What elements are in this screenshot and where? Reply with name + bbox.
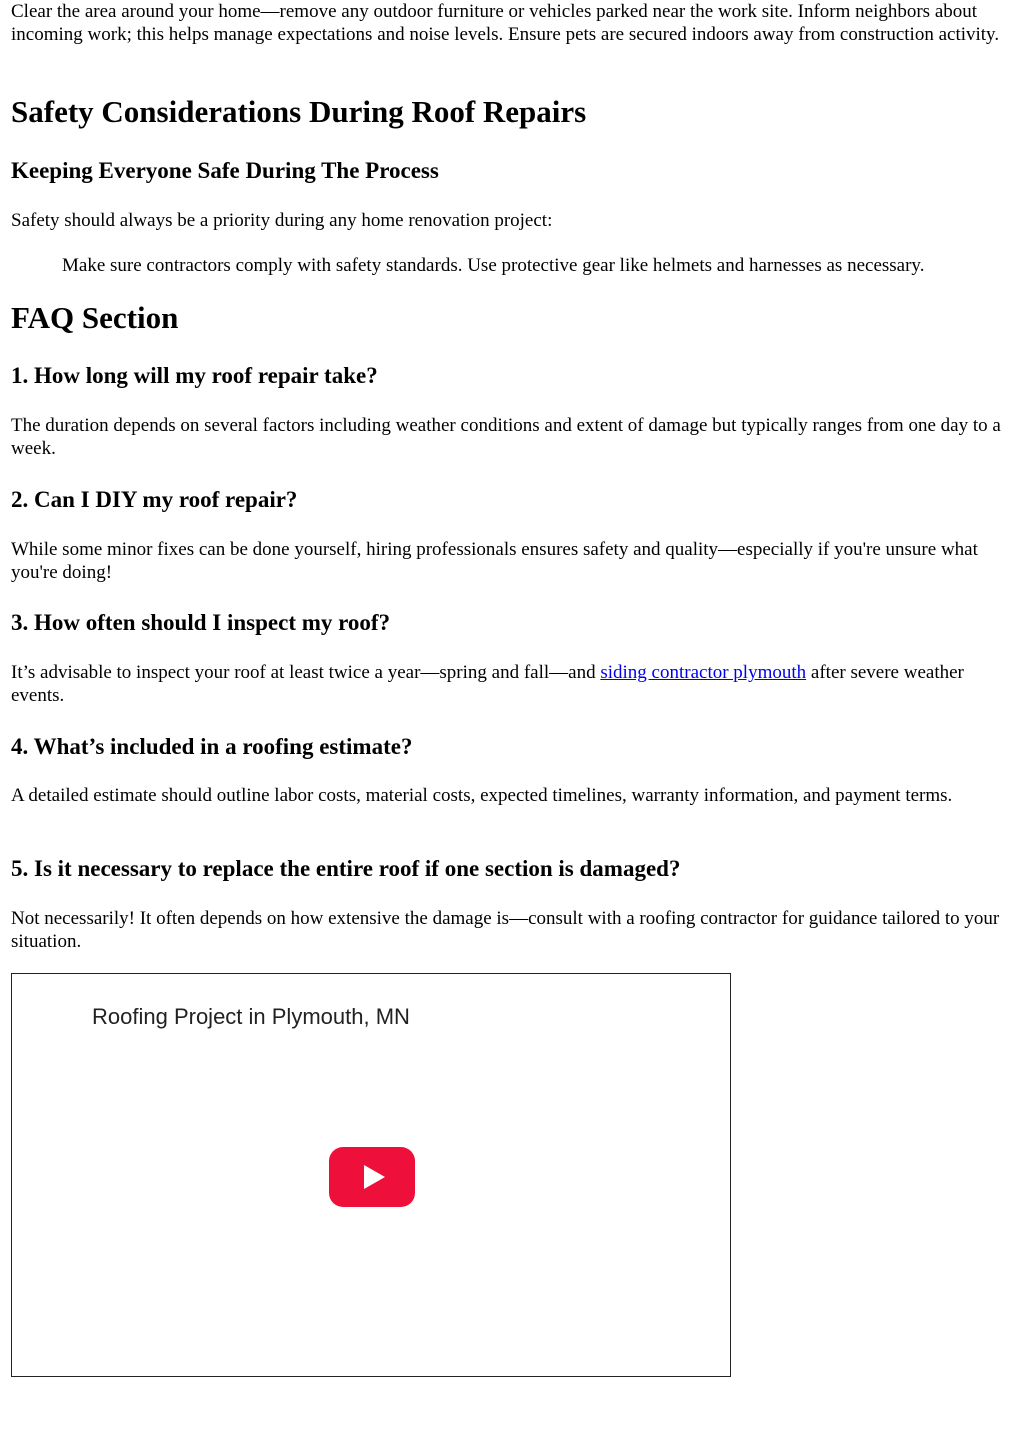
- faq-question-1: 1. How long will my roof repair take?: [11, 363, 378, 388]
- safety-heading: Safety Considerations During Roof Repairs: [11, 94, 587, 129]
- faq-answer-2: While some minor fixes can be done yourself, hiring professionals ensures safety and quality—especially if you're unsure what you're doing!: [11, 539, 978, 583]
- faq-answer-3: [11, 661, 1011, 707]
- video-title[interactable]: Roofing Project in Plymouth, MN: [92, 1004, 410, 1029]
- intro-paragraph: Clear the area around your home—remove any outdoor furniture or vehicles parked near the work site. Inform neighbors about incoming work; this helps manage expectations and noise levels. Ensure pets are secured indoors away from construction activity.: [11, 1, 1000, 45]
- faq-answer-1: The duration depends on several factors including weather conditions and extent of damage but typically ranges from one day to a week.: [11, 415, 1001, 459]
- faq-answer-3-text-before: It’s advisable to inspect your roof at least twice a year—spring and fall—and: [11, 662, 601, 683]
- video-embed[interactable]: [11, 973, 731, 1377]
- siding-contractor-link[interactable]: siding contractor plymouth: [600, 662, 807, 683]
- faq-answer-3-text-after: after severe weather events.: [11, 662, 964, 706]
- faq-question-2: 2. Can I DIY my roof repair?: [11, 487, 298, 512]
- youtube-play-icon[interactable]: [329, 1147, 415, 1207]
- faq-question-4: 4. What’s included in a roofing estimate?: [11, 734, 413, 759]
- faq-question-5: 5. Is it necessary to replace the entire roof if one section is damaged?: [11, 856, 681, 881]
- faq-answer-5: Not necessarily! It often depends on how extensive the damage is—consult with a roofing contractor for guidance tailored to your situation.: [11, 908, 1000, 952]
- faq-question-3: 3. How often should I inspect my roof?: [11, 610, 391, 635]
- faq-answer-4: A detailed estimate should outline labor costs, material costs, expected timelines, warranty information, and payment terms.: [11, 785, 953, 806]
- safety-blockquote: Make sure contractors comply with safety standards. Use protective gear like helmets and harnesses as necessary.: [62, 255, 925, 276]
- safety-intro-paragraph: Safety should always be a priority during any home renovation project:: [11, 210, 553, 231]
- safety-subheading: Keeping Everyone Safe During The Process: [11, 158, 439, 183]
- faq-heading: FAQ Section: [11, 300, 179, 335]
